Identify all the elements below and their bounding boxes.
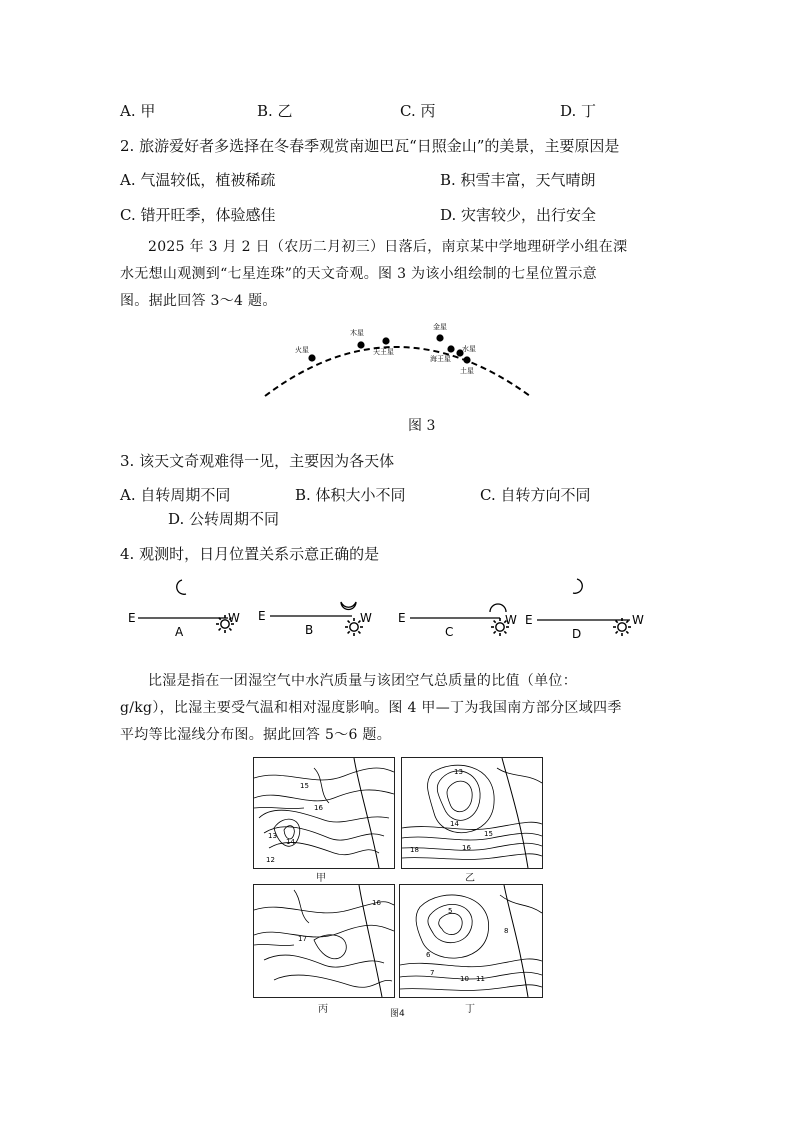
- q3-option-c[interactable]: C. 自转方向不同: [480, 486, 591, 504]
- planet-label-mars: 火星: [295, 346, 309, 354]
- q2-option-d[interactable]: D. 灾害较少，出行安全: [440, 206, 597, 224]
- planet-label-jupiter: 木星: [350, 329, 364, 337]
- map-jia-label-15: 15: [300, 782, 309, 790]
- planet-dot-mars: [308, 354, 315, 361]
- map-bing: [253, 884, 395, 998]
- map-bing-label-17: 17: [298, 935, 307, 943]
- map-bing-label-16: 16: [372, 899, 381, 907]
- passage-specific-humidity: [120, 668, 680, 749]
- map-yi-label-18: 18: [410, 846, 419, 854]
- map-jia-label-14: 14: [286, 838, 295, 846]
- question-3-stem: 3. 该天文奇观难得一见，主要因为各天体: [120, 452, 395, 470]
- sun-c-icon: [491, 618, 509, 636]
- map-ding-label-7: 7: [430, 969, 435, 977]
- planet-dot-uranus: [382, 337, 389, 344]
- question-2-stem: 2. 旅游爱好者多选择在冬春季观赏南迦巴瓦“日照金山”的美景，主要原因是: [120, 137, 620, 155]
- diagram-b-label: B: [305, 623, 314, 637]
- moon-d-icon: [573, 579, 582, 593]
- sun-a-icon: [216, 615, 234, 633]
- q1-option-c[interactable]: C. 丙: [400, 102, 436, 120]
- planet-label-neptune: 海王星: [430, 355, 451, 363]
- q3-option-d[interactable]: D. 公转周期不同: [168, 510, 280, 528]
- moon-c-icon: [490, 604, 506, 612]
- passage2-line-2: g/kg），比湿主要受气温和相对湿度影响。图 4 甲—丁为我国南方部分区域四季: [120, 700, 622, 716]
- planet-label-uranus: 天王星: [373, 348, 394, 356]
- map-ding: [399, 884, 543, 998]
- map-ding-label-11: 11: [476, 975, 485, 983]
- diagram-a: [128, 580, 240, 639]
- planet-label-saturn: 土星: [460, 367, 474, 375]
- map-jia-label-12: 12: [266, 856, 275, 864]
- q3-option-a[interactable]: A. 自转周期不同: [120, 486, 231, 504]
- q3-option-b[interactable]: B. 体积大小不同: [295, 486, 406, 504]
- planet-label-mercury: 水星: [462, 345, 476, 353]
- map-bing-caption: 丙: [318, 1004, 328, 1015]
- map-yi-label-14: 14: [450, 820, 459, 828]
- diagram-d-west: W: [632, 613, 644, 627]
- sun-b-icon: [345, 618, 363, 636]
- passage2-line-1: 比湿是指在一团湿空气中水汽质量与该团空气总质量的比值（单位：: [148, 673, 577, 689]
- figure-4-caption: 图4: [390, 1009, 405, 1019]
- diagram-d: [525, 579, 644, 641]
- diagram-c-west: W: [505, 613, 517, 627]
- diagram-c-east: E: [398, 611, 406, 625]
- diagram-d-label: D: [572, 627, 582, 641]
- diagram-a-label: A: [175, 625, 184, 639]
- planet-dot-neptune: [447, 345, 454, 352]
- q1-option-b[interactable]: B. 乙: [257, 102, 293, 120]
- map-yi-label-16: 16: [462, 844, 471, 852]
- ecliptic-arc: [265, 347, 530, 396]
- map-ding-label-10: 10: [460, 975, 469, 983]
- map-jia-caption: 甲: [316, 873, 326, 884]
- moon-a-icon: [177, 580, 186, 594]
- q1-option-a[interactable]: A. 甲: [120, 102, 156, 120]
- q4-sun-moon-diagrams[interactable]: [120, 572, 660, 644]
- diagram-a-west: W: [228, 611, 240, 625]
- figure-3-caption: 图 3: [408, 418, 436, 434]
- map-jia-label-16: 16: [314, 804, 323, 812]
- map-ding-label-5: 5: [448, 907, 453, 915]
- map-ding-label-6: 6: [426, 951, 431, 959]
- map-jia: [253, 757, 395, 869]
- map-ding-label-8: 8: [504, 927, 509, 935]
- diagram-c-label: C: [445, 625, 454, 639]
- moon-b-icon: [341, 602, 356, 610]
- map-yi-label-13: 13: [454, 768, 463, 776]
- map-yi-label-15: 15: [484, 830, 493, 838]
- map-jia-label-13: 13: [268, 832, 277, 840]
- question-4-stem: 4. 观测时，日月位置关系示意正确的是: [120, 545, 380, 563]
- planet-dot-venus: [436, 334, 443, 341]
- passage1-line-3: 图。据此回答 3～4 题。: [120, 293, 277, 309]
- diagram-a-east: E: [128, 611, 136, 625]
- q2-option-b[interactable]: B. 积雪丰富，天气晴朗: [440, 171, 596, 189]
- sun-d-icon: [613, 618, 631, 636]
- map-yi-caption: 乙: [465, 873, 475, 884]
- q2-option-a[interactable]: A. 气温较低，植被稀疏: [120, 171, 276, 189]
- map-yi: [401, 757, 543, 869]
- diagram-c: [398, 604, 517, 639]
- passage1-line-1: 2025 年 3 月 2 日（农历二月初三）日落后，南京某中学地理研学小组在溧: [148, 239, 628, 255]
- planet-dot-saturn: [463, 356, 470, 363]
- diagram-d-east: E: [525, 613, 533, 627]
- diagram-b-east: E: [258, 609, 266, 623]
- map-ding-caption: 丁: [465, 1004, 475, 1015]
- planet-label-venus: 金星: [433, 323, 447, 331]
- figure-3-planet-arc: [255, 318, 540, 403]
- planet-dot-jupiter: [357, 341, 364, 348]
- diagram-b-west: W: [360, 611, 372, 625]
- q2-option-c[interactable]: C. 错开旺季，体验感佳: [120, 206, 276, 224]
- passage-seven-planets: [120, 234, 680, 315]
- diagram-b: [258, 602, 372, 637]
- q1-option-d[interactable]: D. 丁: [560, 102, 597, 120]
- passage2-line-3: 平均等比湿线分布图。据此回答 5～6 题。: [120, 727, 392, 743]
- passage1-line-2: 水无想山观测到“七星连珠”的天文奇观。图 3 为该小组绘制的七星位置示意: [120, 266, 597, 282]
